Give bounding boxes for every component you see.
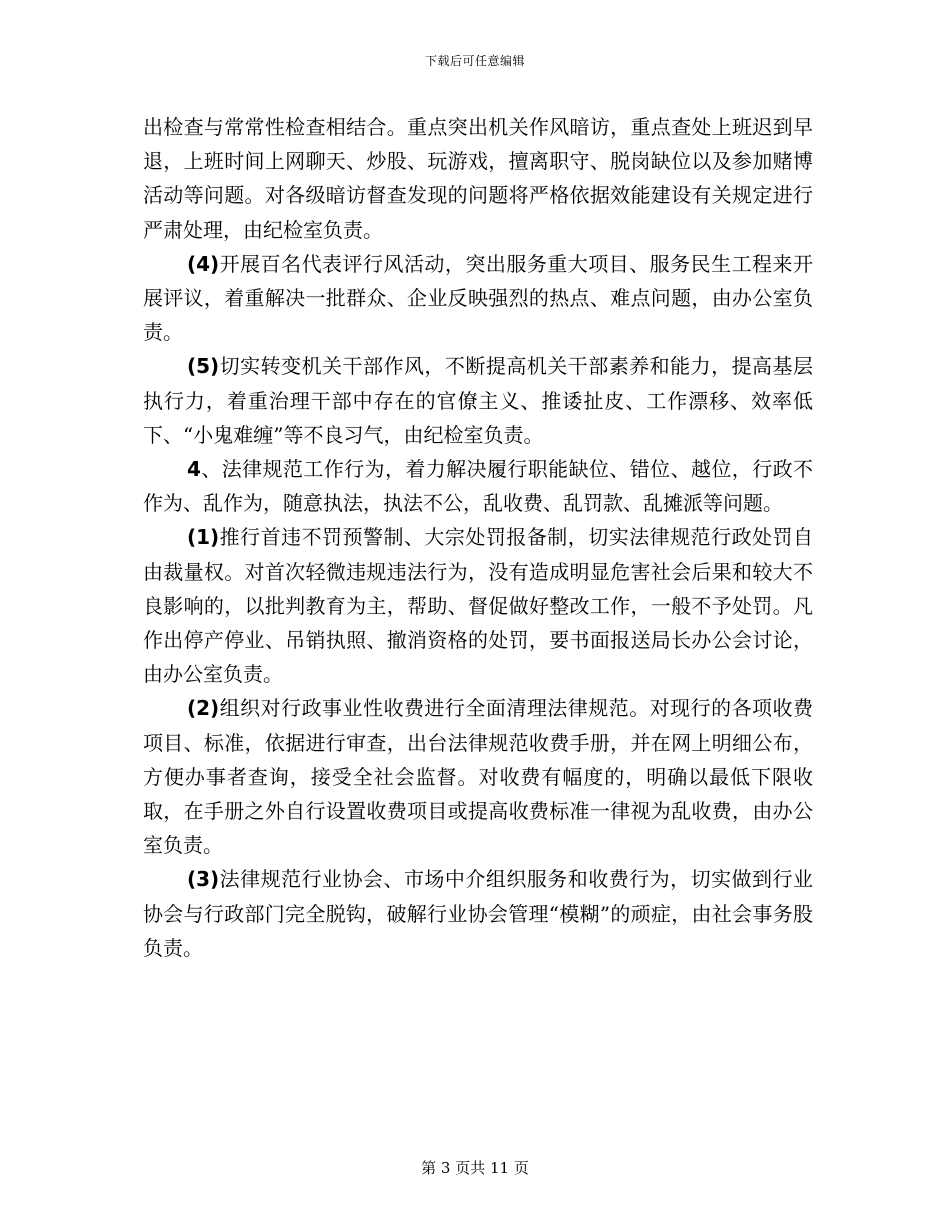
paragraph-item-2 bbox=[143, 691, 813, 862]
page-footer: 第 3 页共 11 页 bbox=[421, 1159, 529, 1177]
paragraph-item-1 bbox=[143, 520, 813, 691]
paragraph-continuation bbox=[143, 110, 813, 247]
paragraph-text: 出检查与常常性检查相结合。重点突出机关作风暗访，重点查处上班迟到早退，上班时间上网聊天、炒股、玩游戏，擅离职守、脱岗缺位以及参加赌博活动等问题。对各级暗访督查发现的问题将严格依据效能建设有关规定进行严肃处理，由纪检室负责。 bbox=[143, 115, 813, 242]
item-marker: (4) bbox=[187, 251, 220, 276]
paragraph-item-5 bbox=[143, 349, 813, 452]
item-marker: (5) bbox=[187, 354, 220, 379]
item-marker: (1) bbox=[187, 525, 220, 550]
page-header-note: 下载后可任意编辑 bbox=[424, 54, 525, 68]
section-marker: 4 bbox=[187, 457, 201, 482]
paragraph-text: 法律规范行业协会、市场中介组织服务和收费行为，切实做到行业协会与行政部门完全脱钩，破解行业协会管理“模糊”的顽症，由社会事务股负责。 bbox=[143, 867, 813, 960]
paragraph-text: 开展百名代表评行风活动，突出服务重大项目、服务民生工程来开展评议，着重解决一批群众、企业反映强烈的热点、难点问题，由办公室负责。 bbox=[143, 251, 813, 345]
paragraph-text: 、法律规范工作行为，着力解决履行职能缺位、错位、越位，行政不作为、乱作为，随意执法，执法不公，乱收费、乱罚款、乱摊派等问题。 bbox=[143, 457, 813, 516]
paragraph-item-4 bbox=[143, 247, 813, 350]
paragraph-item-3 bbox=[143, 862, 813, 965]
paragraph-section-4 bbox=[143, 452, 813, 520]
item-marker: (3) bbox=[187, 867, 220, 892]
paragraph-text: 切实转变机关干部作风，不断提高机关干部素养和能力，提高基层执行力，着重治理干部中存在的官僚主义、推诿扯皮、工作漂移、效率低下、“小鬼难缠”等不良习气，由纪检室负责。 bbox=[143, 354, 813, 447]
item-marker: (2) bbox=[187, 696, 220, 721]
paragraph-text: 推行首违不罚预警制、大宗处罚报备制，切实法律规范行政处罚自由裁量权。对首次轻微违规违法行为，没有造成明显危害社会后果和较大不良影响的，以批判教育为主，帮助、督促做好整改工作，一般不予处罚。凡作出停产停业、吊销执照、撤消资格的处罚，要书面报送局长办公会讨论，由办公室负责。 bbox=[143, 525, 813, 687]
paragraph-text: 组织对行政事业性收费进行全面清理法律规范。对现行的各项收费项目、标准，依据进行审查，出台法律规范收费手册，并在网上明细公布，方便办事者查询，接受全社会监督。对收费有幅度的，明确以最低下限收取，在手册之外自行设置收费项目或提高收费标准一律视为乱收费，由办公室负责。 bbox=[143, 696, 813, 858]
document-body bbox=[143, 110, 813, 965]
